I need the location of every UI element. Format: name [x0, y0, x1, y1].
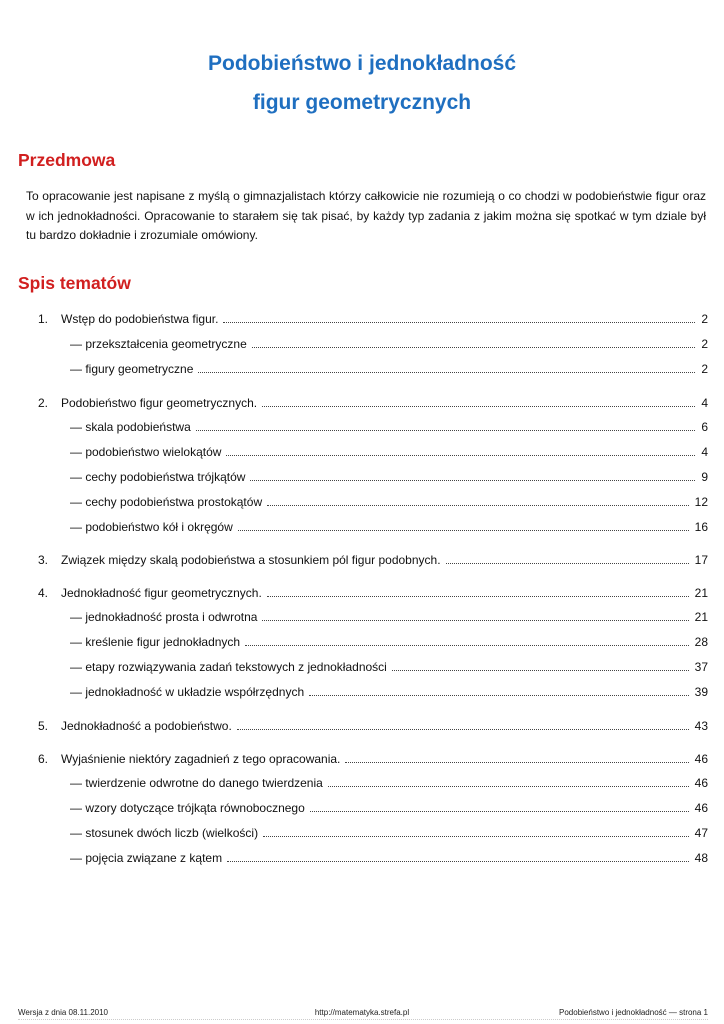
toc-entry-text: Podobieństwo figur geometrycznych.: [61, 396, 258, 410]
toc-entry-text: — jednokładność w układzie współrzędnych: [70, 685, 305, 699]
toc-entry-text: Wstęp do podobieństwa figur.: [61, 312, 219, 326]
toc-row: [0, 551, 724, 569]
toc-dot-leader: [245, 645, 689, 646]
toc-page-number: 12: [694, 495, 708, 509]
toc-number: 2.: [38, 396, 49, 410]
toc-page-number: 2: [701, 312, 708, 326]
toc-row: [0, 608, 724, 626]
toc-dot-leader: [263, 836, 689, 837]
toc-row: [0, 750, 724, 768]
toc-page-number: 21: [694, 586, 708, 600]
toc-number: 3.: [38, 553, 49, 567]
toc-page-number: 28: [694, 635, 708, 649]
toc-dot-leader: [267, 596, 689, 597]
preface-paragraph: To opracowanie jest napisane z myślą o gimnazjalistach którzy całkowicie nie rozumieją o co chodzi w podobieństwie figur oraz w ich jednokładności. Opracowanie to starałem się tak pisać, by każdy typ zadania z jakim można się spotkać w tym dziale był tu bardzo dokładnie i zrozumiale omówiony.: [26, 189, 706, 242]
toc-dot-leader: [198, 372, 695, 373]
toc-dot-leader: [226, 455, 695, 456]
toc-row: [0, 394, 724, 412]
toc-heading: Spis tematów: [18, 273, 131, 293]
toc-entry-text: — skala podobieństwa: [70, 420, 191, 434]
toc-entry-text: — cechy podobieństwa trójkątów: [70, 470, 246, 484]
toc-entry-text: — jednokładność prosta i odwrotna: [70, 610, 258, 624]
footer-url: http://matematyka.strefa.pl: [314, 1008, 410, 1017]
toc-dot-leader: [238, 530, 689, 531]
toc-dot-leader: [267, 505, 689, 506]
toc-entry-text: — podobieństwo wielokątów: [70, 445, 222, 459]
toc-row: [0, 799, 724, 817]
toc-number: 6.: [38, 752, 49, 766]
toc-page-number: 2: [701, 337, 708, 351]
toc-page-number: 48: [694, 851, 708, 865]
toc-page-number: 4: [701, 396, 708, 410]
toc-entry-text: Wyjaśnienie niektóry zagadnień z tego opracowania.: [61, 752, 341, 766]
toc-row: [0, 683, 724, 701]
document-title-line-2: figur geometrycznych: [252, 91, 472, 114]
toc-row: [0, 774, 724, 792]
toc-dot-leader: [262, 406, 695, 407]
toc-row: [0, 717, 724, 735]
toc-row: [0, 584, 724, 602]
toc-entry-text: — twierdzenie odwrotne do danego twierdzenia: [70, 776, 323, 790]
toc-row: [0, 443, 724, 461]
toc-dot-leader: [223, 322, 695, 323]
toc-entry-text: Jednokładność figur geometrycznych.: [61, 586, 262, 600]
footer-version-date: Wersja z dnia 08.11.2010: [18, 1008, 108, 1017]
toc-dot-leader: [196, 430, 696, 431]
toc-row: [0, 335, 724, 353]
toc-row: [0, 633, 724, 651]
toc-page-number: 39: [694, 685, 708, 699]
toc-dot-leader: [252, 347, 696, 348]
toc-number: 5.: [38, 719, 49, 733]
toc-entry-text: Jednokładność a podobieństwo.: [61, 719, 232, 733]
toc-row: [0, 824, 724, 842]
toc-row: [0, 849, 724, 867]
toc-dot-leader: [328, 786, 689, 787]
toc-dot-leader: [310, 811, 689, 812]
toc-entry-text: — wzory dotyczące trójkąta równobocznego: [70, 801, 305, 815]
toc-entry-text: — figury geometryczne: [70, 362, 194, 376]
toc-page-number: 46: [694, 752, 708, 766]
toc-row: [0, 658, 724, 676]
toc-entry-text: Związek między skalą podobieństwa a stosunkiem pól figur podobnych.: [61, 553, 441, 567]
toc-number: 1.: [38, 312, 49, 326]
toc-row: [0, 310, 724, 328]
toc-row: [0, 493, 724, 511]
toc-page-number: 6: [701, 420, 708, 434]
preface-heading: Przedmowa: [18, 150, 116, 170]
toc-page-number: 4: [701, 445, 708, 459]
toc-dot-leader: [237, 729, 689, 730]
document-title-line-1: Podobieństwo i jednokładność: [207, 52, 517, 75]
toc-entry-text: — podobieństwo kół i okręgów: [70, 520, 233, 534]
toc-page-number: 46: [694, 776, 708, 790]
toc-page-number: 16: [694, 520, 708, 534]
toc-entry-text: — kreślenie figur jednokładnych: [70, 635, 241, 649]
toc-page-number: 21: [694, 610, 708, 624]
toc-number: 4.: [38, 586, 49, 600]
toc-dot-leader: [309, 695, 689, 696]
toc-dot-leader: [227, 861, 689, 862]
footer-page-label: Podobieństwo i jednokładność — strona 1: [559, 1008, 708, 1017]
toc-page-number: 43: [694, 719, 708, 733]
toc-row: [0, 360, 724, 378]
toc-entry-text: — pojęcia związane z kątem: [70, 851, 223, 865]
toc-dot-leader: [262, 620, 688, 621]
toc-entry-text: — stosunek dwóch liczb (wielkości): [70, 826, 259, 840]
toc-entry-text: — cechy podobieństwa prostokątów: [70, 495, 263, 509]
toc-entry-text: — etapy rozwiązywania zadań tekstowych z jednokładności: [70, 660, 387, 674]
footer-divider: [18, 1019, 708, 1020]
toc-row: [0, 418, 724, 436]
toc-page-number: 46: [694, 801, 708, 815]
toc-dot-leader: [345, 762, 688, 763]
toc-dot-leader: [250, 480, 695, 481]
toc-dot-leader: [392, 670, 689, 671]
toc-dot-leader: [446, 563, 689, 564]
toc-page-number: 2: [701, 362, 708, 376]
toc-page-number: 47: [694, 826, 708, 840]
toc-page-number: 17: [694, 553, 708, 567]
toc-page-number: 37: [694, 660, 708, 674]
toc-page-number: 9: [701, 470, 708, 484]
toc-entry-text: — przekształcenia geometryczne: [70, 337, 247, 351]
toc-row: [0, 468, 724, 486]
toc-row: [0, 518, 724, 536]
